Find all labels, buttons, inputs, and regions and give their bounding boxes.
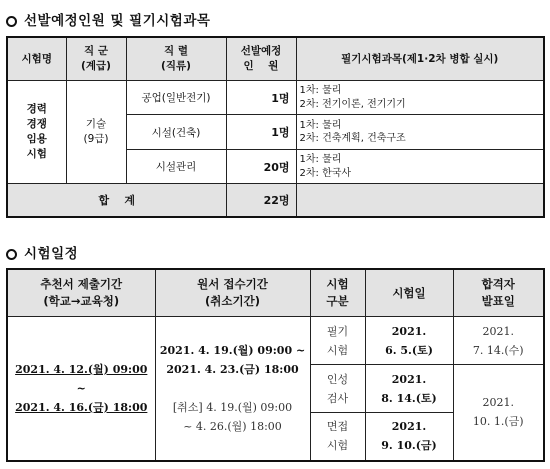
exam-type-cell: 인성 검사 xyxy=(310,365,365,413)
subjects-cell: 1차: 물리 2차: 한국사 xyxy=(296,150,544,184)
table-header-row xyxy=(7,269,544,317)
header-job-group: 직 군 (계급) xyxy=(66,37,126,81)
section2-title-text: 시험일정 xyxy=(24,246,79,262)
section1-title-text: 선발예정인원 및 필기시험과목 xyxy=(24,13,211,29)
positions-table xyxy=(6,36,545,218)
table-header-row xyxy=(7,37,544,81)
exam-date-cell: 2021. 8. 14.(토) xyxy=(365,365,453,413)
header-headcount: 선발예정 인 원 xyxy=(226,37,296,81)
header-subjects: 필기시험과목(제1·2차 병합 실시) xyxy=(296,37,544,81)
header-exam-name: 시험명 xyxy=(7,37,66,81)
section1-title xyxy=(6,9,210,29)
total-empty-cell xyxy=(296,184,544,217)
count-cell: 1명 xyxy=(226,81,296,115)
count-cell: 1명 xyxy=(226,115,296,150)
exam-name-cell: 경력 경쟁 임용 시험 xyxy=(7,81,66,184)
series-cell: 시설(건축) xyxy=(126,115,226,150)
exam-date-cell: 2021. 6. 5.(토) xyxy=(365,317,453,365)
series-cell: 시설관리 xyxy=(126,150,226,184)
announce-date-cell: 2021. 10. 1.(금) xyxy=(453,365,544,461)
exam-type-cell: 면접 시험 xyxy=(310,413,365,461)
header-announce: 합격자 발표일 xyxy=(453,269,544,317)
total-row xyxy=(7,184,544,217)
header-application: 원서 접수기간 (취소기간) xyxy=(155,269,310,317)
count-cell: 20명 xyxy=(226,150,296,184)
exam-type-cell: 필기 시험 xyxy=(310,317,365,365)
circle-bullet-icon xyxy=(6,249,17,260)
header-recommend: 추천서 제출기간 (학교→교육청) xyxy=(7,269,155,317)
table-row xyxy=(7,81,544,115)
total-count: 22명 xyxy=(226,184,296,217)
exam-date-cell: 2021. 9. 10.(금) xyxy=(365,413,453,461)
subjects-cell: 1차: 물리 2차: 전기이론, 전기기기 xyxy=(296,81,544,115)
schedule-table xyxy=(6,268,545,462)
series-cell: 공업(일반전기) xyxy=(126,81,226,115)
total-label: 합 계 xyxy=(7,184,226,217)
table-row xyxy=(7,317,544,365)
header-exam-date: 시험일 xyxy=(365,269,453,317)
announce-date-cell: 2021. 7. 14.(수) xyxy=(453,317,544,365)
application-period-cell: 2021. 4. 19.(월) 09:00 ~ 2021. 4. 23.(금) 18:00 [취소] 4. 19.(월) 09:00 ~ 4. 26.(월) 18:00 xyxy=(155,317,310,461)
recommend-period-cell: 2021. 4. 12.(월) 09:00 ~ 2021. 4. 16.(금) 18:00 xyxy=(7,317,155,461)
section2-title xyxy=(6,242,78,262)
subjects-cell: 1차: 물리 2차: 건축계획, 건축구조 xyxy=(296,115,544,150)
circle-bullet-icon xyxy=(6,16,17,27)
job-group-cell: 기술 (9급) xyxy=(66,81,126,184)
header-job-series: 직 렬 (직류) xyxy=(126,37,226,81)
header-exam-type: 시험 구분 xyxy=(310,269,365,317)
